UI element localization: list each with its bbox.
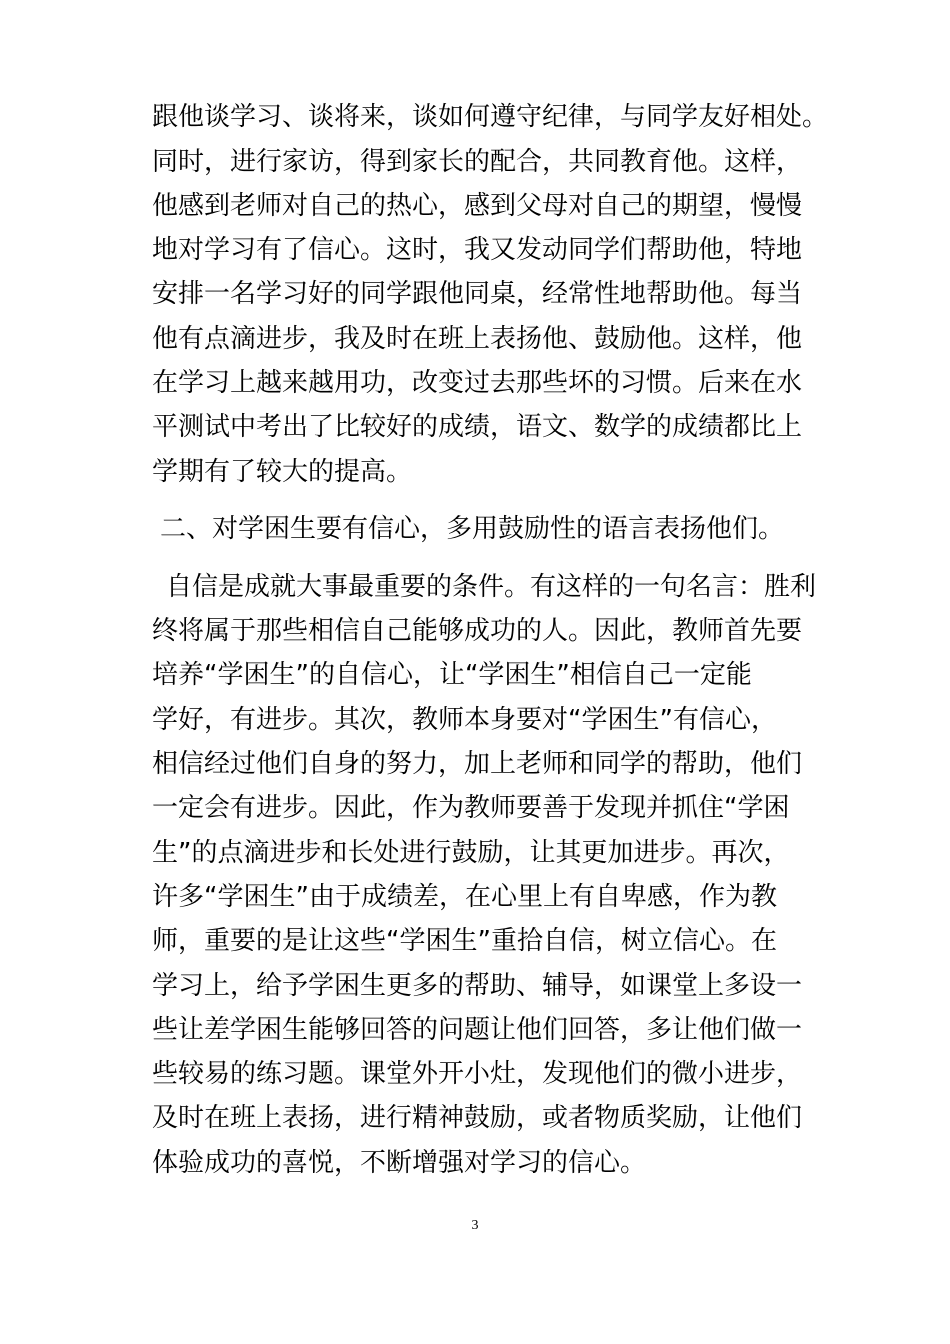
paragraph-line: 师，重要的是让这些“学困生”重拾自信，树立信心。在 — [152, 926, 777, 956]
paragraph-line: 相信经过他们自身的努力，加上老师和同学的帮助，他们 — [152, 749, 803, 779]
paragraph-line: 些较易的练习题。课堂外开小灶，发现他们的微小进步， — [152, 1059, 803, 1089]
paragraph-line: 培养“学困生”的自信心，让“学困生”相信自己一定能 — [152, 660, 752, 690]
paragraph-line: 许多“学困生”由于成绩差，在心里上有自卑感，作为教 — [152, 882, 777, 912]
paragraph-line: 他感到老师对自己的热心，感到父母对自己的期望，慢慢 — [152, 191, 803, 221]
paragraph-line: 学期有了较大的提高。 — [152, 457, 413, 487]
paragraph-line: 些让差学困生能够回答的问题让他们回答，多让他们做一 — [152, 1015, 803, 1045]
paragraph-line: 体验成功的喜悦，不断增强对学习的信心。 — [152, 1148, 647, 1178]
paragraph-line: 地对学习有了信心。这时，我又发动同学们帮助他，特地 — [152, 235, 803, 265]
page-number: 3 — [471, 1218, 479, 1233]
paragraph-line: 安排一名学习好的同学跟他同桌，经常性地帮助他。每当 — [152, 279, 803, 309]
paragraph-line: 生”的点滴进步和长处进行鼓励，让其更加进步。再次， — [152, 838, 790, 868]
paragraph-line: 学好，有进步。其次，教师本身要对“学困生”有信心， — [152, 705, 777, 735]
section-heading: 二、对学困生要有信心，多用鼓励性的语言表扬他们。 — [160, 514, 785, 544]
paragraph-line: 跟他谈学习、谈将来，谈如何遵守纪律，与同学友好相处。 — [152, 102, 829, 132]
paragraph-line: 自信是成就大事最重要的条件。有这样的一句名言：胜利 — [166, 572, 817, 602]
paragraph-line: 他有点滴进步，我及时在班上表扬他、鼓励他。这样，他 — [152, 324, 803, 354]
paragraph-line: 在学习上越来越用功，改变过去那些坏的习惯。后来在水 — [152, 368, 803, 398]
paragraph-line: 终将属于那些相信自己能够成功的人。因此，教师首先要 — [152, 616, 803, 646]
paragraph-line: 学习上，给予学困生更多的帮助、辅导，如课堂上多设一 — [152, 971, 803, 1001]
paragraph-line: 平测试中考出了比较好的成绩，语文、数学的成绩都比上 — [152, 412, 803, 442]
paragraph-line: 同时，进行家访，得到家长的配合，共同教育他。这样， — [152, 147, 803, 177]
paragraph-line: 及时在班上表扬，进行精神鼓励，或者物质奖励，让他们 — [152, 1103, 803, 1133]
paragraph-line: 一定会有进步。因此，作为教师要善于发现并抓住“学困 — [152, 793, 790, 823]
